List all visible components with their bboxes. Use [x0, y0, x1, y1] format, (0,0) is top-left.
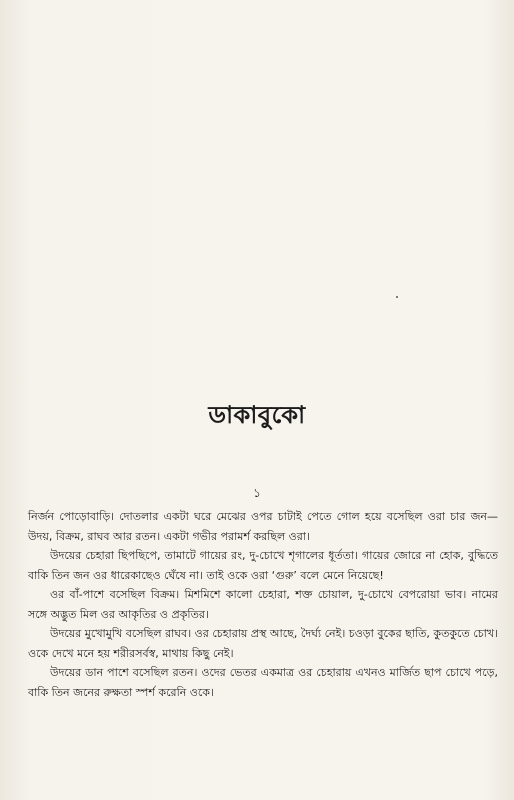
paragraph: উদয়ের ডান পাশে বসেছিল রতন। ওদের ভেতর একমাত্র ওর চেহারায় এখনও মার্জিত ছাপ চোখে পড়ে, বাকি তিন জনের রুক্ষতা স্পর্শ করেনি ওকে। — [28, 666, 498, 699]
story-body — [28, 507, 498, 702]
paragraph: উদয়ের মুখোমুখি বসেছিল রাঘব। ওর চেহারায় প্রস্থ আছে, দৈর্ঘ্য নেই। চওড়া বুকের ছাতি, কুতকুতে চোখ। ওকে দেখে মনে হয় শরীরসর্বস্ব, মাথায় কিছু নেই। — [28, 627, 498, 660]
paragraph: নির্জন পোড়োবাড়ি। দোতলার একটা ঘরে মেঝের ওপর চাটাই পেতে গোল হয়ে বসেছিল ওরা চার জন— উদয়, বিক্রম, রাঘব আর রতন। একটা গভীর পরামর্শ করছিল ওরা। — [28, 510, 498, 543]
ink-speck — [396, 296, 398, 298]
story-title: ডাকাবুকো — [208, 401, 306, 429]
paragraph: ওর বাঁ-পাশে বসেছিল বিক্রম। মিশমিশে কালো চেহারা, শক্ত চোয়াল, দু-চোখে বেপরোয়া ভাব। নামের সঙ্গে অদ্ভুত মিল ওর আকৃতির ও প্রকৃতির। — [28, 588, 498, 621]
chapter-number: ১ — [253, 486, 261, 500]
paragraph: উদয়ের চেহারা ছিপছিপে, তামাটে গায়ের রং, দু-চোখে শৃগালের ধূর্ততা। গায়ের জোরে না হোক, বুদ্ধিতে বাকি তিন জন ওর ধারেকাছেও ঘেঁষে না। তাই ওকে ওরা ‘গুরু’ বলে মেনে নিয়েছে! — [28, 549, 498, 582]
